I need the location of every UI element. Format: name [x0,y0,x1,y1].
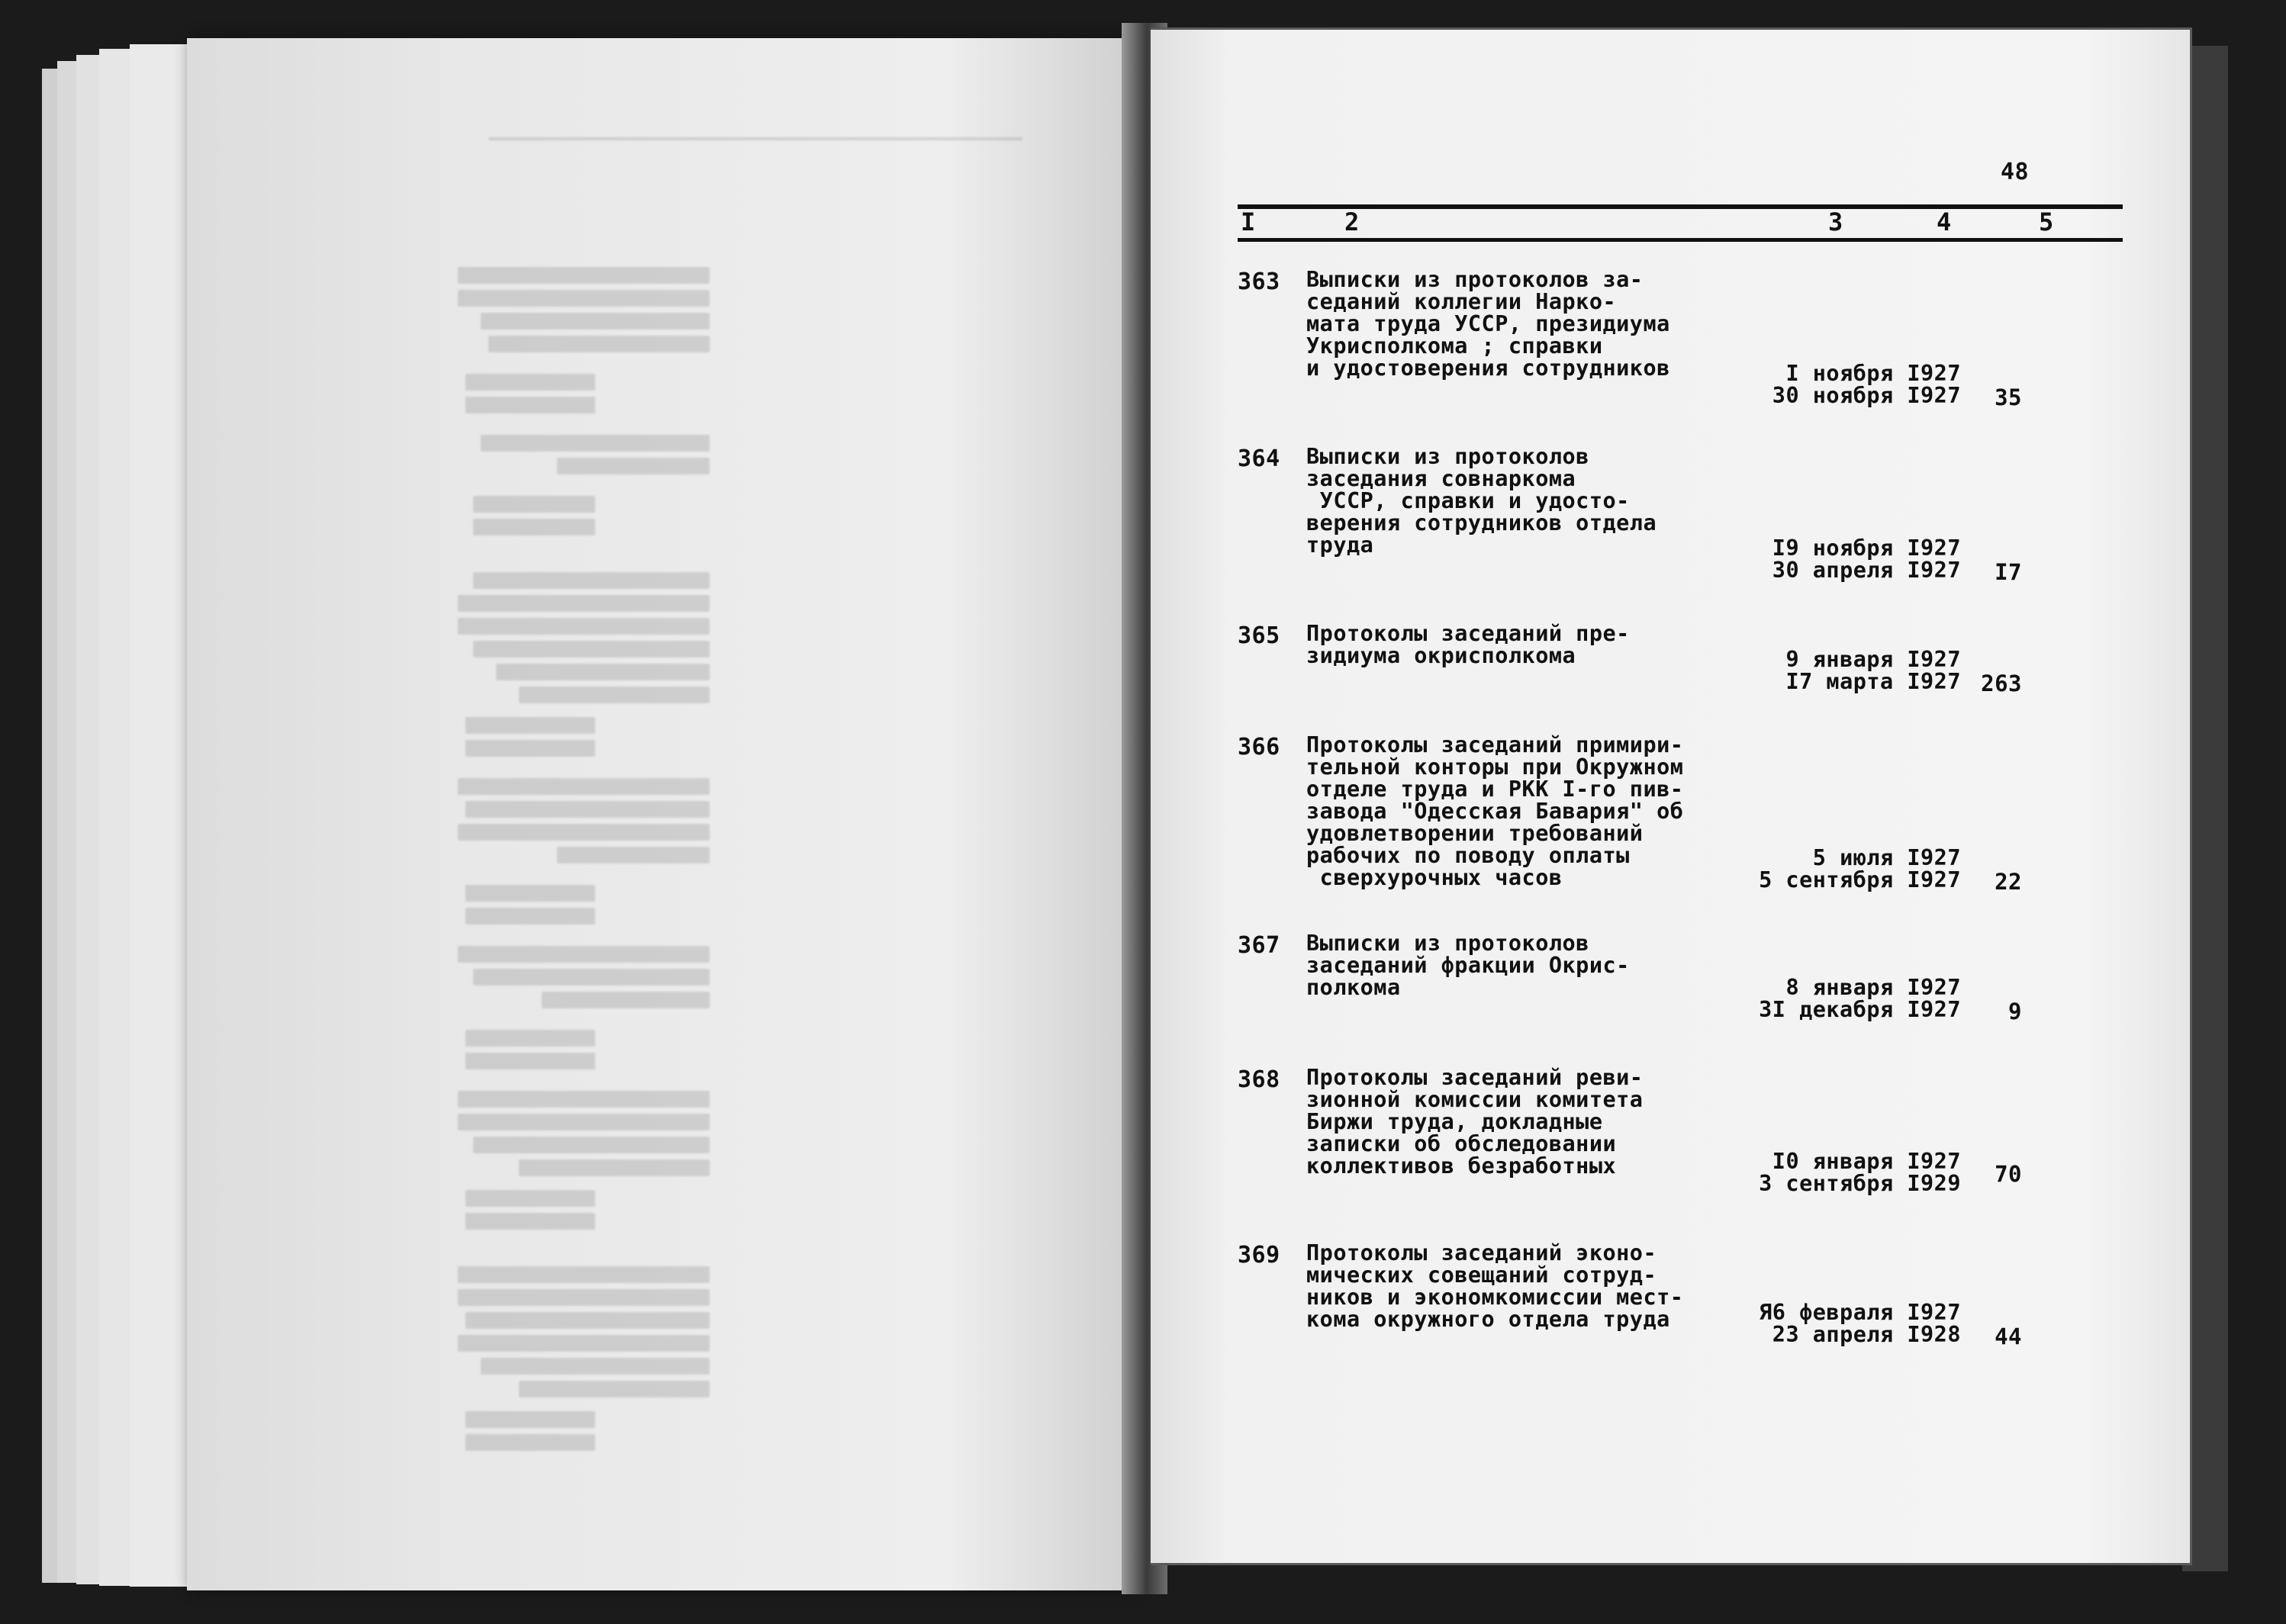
entry-date-end: 23 апреля I928 [1772,1322,1961,1347]
entry-sheet-count: 35 [1995,384,2022,410]
entry-date-end: 5 сентября I927 [1759,867,1961,892]
entry-sheet-count: I7 [1995,559,2022,585]
entry-sheet-count: 22 [1995,869,2022,895]
column-header-3: 3 [1828,207,1843,236]
entry-number: 365 [1238,622,1280,649]
entry-date-end: 30 апреля I927 [1772,558,1961,583]
entry-date-end: 30 ноября I927 [1772,383,1961,408]
entry-date-start: 9 января I927 [1785,647,1961,672]
entry-date-start: 5 июля I927 [1812,845,1961,870]
entry-sheet-count: 9 [2008,999,2022,1024]
entry-sheet-count: 263 [1981,671,2022,696]
entry-date-start: I9 ноября I927 [1772,535,1961,561]
entry-number: 368 [1238,1066,1280,1093]
entry-number: 363 [1238,269,1280,295]
entry-title: Протоколы заседаний примири- тельной конторы при Окружном отделе труда и РКК I-го пив- завода "Одесская Бавария" об удовлетворении требований рабочих по поводу оплаты сверхурочных часов [1306,732,1684,890]
entry-date-end: I7 марта I927 [1785,669,1961,694]
entry-title: Выписки из протоколов за- седаний коллегии Нарко- мата труда УССР, президиума Укрисполкома ; справки и удостоверения сотрудников [1306,267,1670,381]
column-header-2: 2 [1344,207,1360,236]
column-header-1: I [1241,207,1256,236]
page-number: 48 [2001,159,2030,185]
entry-title: Протоколы заседаний реви- зионной комиссии комитета Биржи труда, докладные записки об обследовании коллективов безработных [1306,1065,1644,1179]
bleed-through-text [187,38,1137,1590]
entry-number: 367 [1238,932,1280,959]
entry-title: Протоколы заседаний пре- зидиума окрисполкома [1306,621,1630,668]
column-header-4: 4 [1937,207,1952,236]
entry-date-end: 3I декабря I927 [1759,997,1961,1022]
table-header-rule-bottom [1238,238,2123,242]
entry-number: 366 [1238,734,1280,761]
entry-date-start: I ноября I927 [1785,361,1961,386]
entry-date-end: 3 сентября I929 [1759,1171,1961,1196]
entry-date-start: 8 января I927 [1785,975,1961,1000]
table-header-rule-top [1238,204,2123,209]
entry-number: 364 [1238,445,1280,472]
entry-title: Протоколы заседаний эконо- мических совещаний сотруд- ников и экономкомиссии мест- кома окружного отдела труда [1306,1240,1684,1332]
entry-title: Выписки из протоколов заседаний фракции Окрис- полкома [1306,931,1630,1000]
column-header-5: 5 [2039,207,2054,236]
entry-sheet-count: 70 [1995,1161,2022,1187]
left-page [187,38,1137,1590]
entry-number: 369 [1238,1242,1280,1269]
entry-sheet-count: 44 [1995,1323,2022,1349]
entry-date-start: Я6 февраля I927 [1759,1300,1961,1325]
entry-date-start: I0 января I927 [1772,1149,1961,1174]
entry-title: Выписки из протоколов заседания совнаркома УССР, справки и удосто- верения сотрудников отдела труда [1306,444,1657,558]
